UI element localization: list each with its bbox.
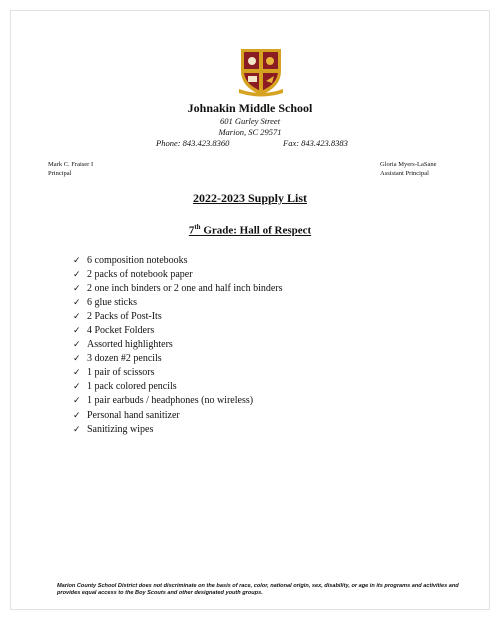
list-item <box>73 309 283 323</box>
checkmark-icon: ✓ <box>73 325 81 336</box>
list-item-text: 4 Pocket Folders <box>87 325 155 337</box>
list-item <box>73 422 283 436</box>
grade-number: 7 <box>188 224 195 237</box>
list-item-text: 3 dozen #2 pencils <box>87 353 162 365</box>
supply-list-title: 2022-2023 Supply List <box>192 191 308 205</box>
assistant-principal-block <box>380 160 437 178</box>
grade-heading <box>11 223 489 237</box>
list-item-text: 1 pair of scissors <box>87 367 155 379</box>
list-item <box>73 394 283 408</box>
list-item <box>73 352 283 366</box>
list-item-text: 2 packs of notebook paper <box>87 268 193 280</box>
nondiscrimination-footer: Marion County School District does not discriminate on the basis of race, color, national origin, sex, disability, or age in its programs and activities and provides equal access to the Boy Scouts and other designated youth groups. <box>57 583 459 596</box>
list-item <box>73 408 283 422</box>
list-item-text: Personal hand sanitizer <box>87 409 180 421</box>
checkmark-icon: ✓ <box>73 409 81 420</box>
list-item-text: 1 pack colored pencils <box>87 381 177 393</box>
checkmark-icon: ✓ <box>73 367 81 378</box>
document-page <box>10 10 490 610</box>
list-item <box>73 323 283 337</box>
principal-block <box>48 160 93 178</box>
checkmark-icon: ✓ <box>73 296 81 307</box>
principal-title: Principal <box>48 170 72 177</box>
list-item <box>73 281 283 295</box>
list-item <box>73 380 283 394</box>
school-city: Marion, SC 29571 <box>218 127 282 137</box>
list-item <box>73 295 283 309</box>
list-item <box>73 338 283 352</box>
checkmark-icon: ✓ <box>73 282 81 293</box>
grade-title: Grade: Hall of Respect <box>200 224 312 237</box>
checkmark-icon: ✓ <box>73 395 81 406</box>
checkmark-icon: ✓ <box>73 423 81 434</box>
principal-name: Mark C. Fraiser I <box>48 161 94 168</box>
assistant-principal-name: Gloria Myers-LaSane <box>380 161 437 168</box>
list-item-text: 2 one inch binders or 2 one and half inch binders <box>87 282 283 294</box>
checkmark-icon: ✓ <box>73 353 81 364</box>
list-item-text: Assorted highlighters <box>87 339 173 351</box>
checkmark-icon: ✓ <box>73 254 81 265</box>
list-item-text: 1 pair earbuds / headphones (no wireless) <box>87 395 254 407</box>
checkmark-icon: ✓ <box>73 310 81 321</box>
list-item <box>73 253 283 267</box>
school-phone: Phone: 843.423.8360 <box>156 138 230 148</box>
grade-suffix: th <box>194 223 201 231</box>
list-item-text: Sanitizing wipes <box>87 423 154 435</box>
checkmark-icon: ✓ <box>73 268 81 279</box>
school-crest-logo <box>235 45 287 97</box>
list-item-text: 6 composition notebooks <box>87 254 188 266</box>
checkmark-icon: ✓ <box>73 339 81 350</box>
supply-list <box>73 253 283 436</box>
school-fax: Fax: 843.423.8383 <box>283 138 348 148</box>
list-item-text: 6 glue sticks <box>87 296 137 308</box>
list-item-text: 2 Packs of Post-Its <box>87 310 162 322</box>
school-name: Johnakin Middle School <box>187 101 313 115</box>
school-street: 601 Gurley Street <box>219 116 281 126</box>
checkmark-icon: ✓ <box>73 381 81 392</box>
list-item <box>73 366 283 380</box>
list-item <box>73 267 283 281</box>
assistant-principal-title: Assistant Principal <box>380 170 429 177</box>
